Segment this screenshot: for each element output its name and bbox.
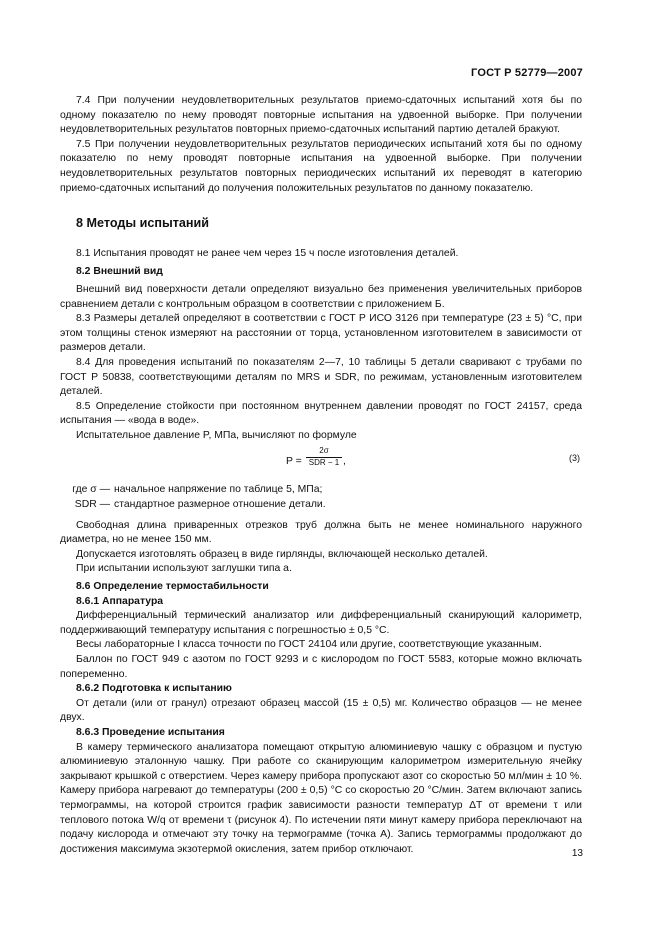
heading-8-6: 8.6 Определение термостабильности [76,581,269,593]
formula-number: (3) [569,453,580,464]
heading-8-2: 8.2 Внешний вид [76,266,163,278]
legend-symbol: SDR — [74,499,110,511]
legend-description: стандартное размерное отношение детали. [114,499,326,511]
paragraph-8-6-2: От детали (или от гранул) отрезают образец массой (15 ± 0,5) мг. Количество образцов — не менее двух. [60,697,582,724]
paragraph-8-5-pressure: Испытательное давление P, МПа, вычисляют по формуле [76,429,357,441]
paragraph-7-4: 7.4 При получении неудовлетворительных результатов приемо-сдаточных испытаний хотя бы по одному показателю по нему проводят повторные испытания на удвоенной выборке. При получении неудовлетворительных результатов повторных приемо-сдаточных испытаний партию деталей бракуют. [60,95,582,136]
paragraph-8-3: 8.3 Размеры деталей определяют в соответствии с ГОСТ Р ИСО 3126 при температуре (23 ± 5) °С, при этом толщины стенок измеряют на расстоянии от торца, установленном изготовителем в зависимости от размеров детали. [60,313,582,354]
formula-numerator: 2σ [306,446,342,458]
formula-legend [60,483,582,512]
paragraph-8-6-1-cylinder: Баллон по ГОСТ 949 с азотом по ГОСТ 9293 и с кислородом по ГОСТ 5583, которые можно включать попеременно. [60,654,582,680]
formula-3 [60,443,582,483]
legend-symbol: где σ — [72,484,110,496]
paragraph-7-5: 7.5 При получении неудовлетворительных результатов периодических испытаний хотя бы по одному показателю по нему проводят повторные испытания на удвоенной выборке. При получении неудовлетворительных результатов повторных периодических испытаний их переводят в категорию приемо-сдаточных испытаний до получения положительных результатов по данному показателю. [60,138,582,194]
heading-8-6-3: 8.6.3 Проведение испытания [76,726,225,738]
legend-description: начальное напряжение по таблице 5, МПа; [114,484,323,496]
section-8-title: 8 Методы испытаний [76,216,209,231]
legend-row [60,498,582,513]
standard-header: ГОСТ Р 52779—2007 [471,67,583,79]
page-number: 13 [571,848,583,859]
formula-fraction [306,446,342,468]
paragraph-8-2: Внешний вид поверхности детали определяют визуально без применения увеличительных приборов сравнением детали с контрольным образцом в соответствии с приложением Б. [60,283,582,310]
paragraph-8-4: 8.4 Для проведения испытаний по показателям 2—7, 10 таблицы 5 детали сваривают с трубами по ГОСТ Р 50838, соответствующими деталям по MRS и SDR, по режимам, установленным изготовителем деталей. [60,356,582,398]
heading-8-6-2: 8.6.2 Подготовка к испытанию [76,683,232,695]
heading-8-6-1: 8.6.1 Аппаратура [76,595,164,607]
paragraph-8-1: 8.1 Испытания проводят не ранее чем через 15 ч после изготовления деталей. [76,247,459,259]
paragraph-8-5-length: Свободная длина приваренных отрезков труб должна быть не менее номинального наружного диаметра, но не менее 150 мм. [60,519,582,546]
formula-lhs: P = [286,456,302,468]
formula-comma: , [343,456,346,468]
body-text [60,94,582,857]
paragraph-8-6-1-scales: Весы лабораторные I класса точности по ГОСТ 24104 или другие, соответствующие указанным. [76,639,542,651]
paragraph-8-5: 8.5 Определение стойкости при постоянном внутреннем давлении проводят по ГОСТ 24157, среда испытания — «вода в воде». [60,400,582,427]
paragraph-8-5-plugs: При испытании используют заглушки типа а. [76,563,292,575]
formula-denominator: SDR − 1 [308,458,340,468]
paragraph-8-6-1-analyzer: Дифференциальный термический анализатор или дифференциальный сканирующий калориметр, поддерживающий температуру испытания с погрешностью ± 0,5 °С. [60,610,582,636]
paragraph-8-6-3: В камеру термического анализатора помещают открытую алюминиевую чашку с образцом и пустую алюминиевую эталонную чашку. При работе со сканирующим калориметром измерительную ячейку закрывают крышкой с отверстием. Через камеру прибора пропускают азот со скоростью 50 мл/мин ± 10 %. Камеру прибора нагревают до температуры (200 ± 0,5) °С со скоростью 20 °С/мин. Затем включают запись термограммы, на которой строится график зависимости разности температур ΔT от времени τ или теплового потока W/q от времени τ (рисунок 4). По истечении пяти минут камеру прибора переключают на подачу кислорода и отмечают эту точку на термограмме (точка A). Запись термограммы продолжают до достижения максимума экзотермой окисления, затем прибор отключают. [60,741,582,855]
paragraph-8-5-garland: Допускается изготовлять образец в виде гирлянды, включающей несколько деталей. [76,548,488,560]
legend-row [60,483,582,498]
